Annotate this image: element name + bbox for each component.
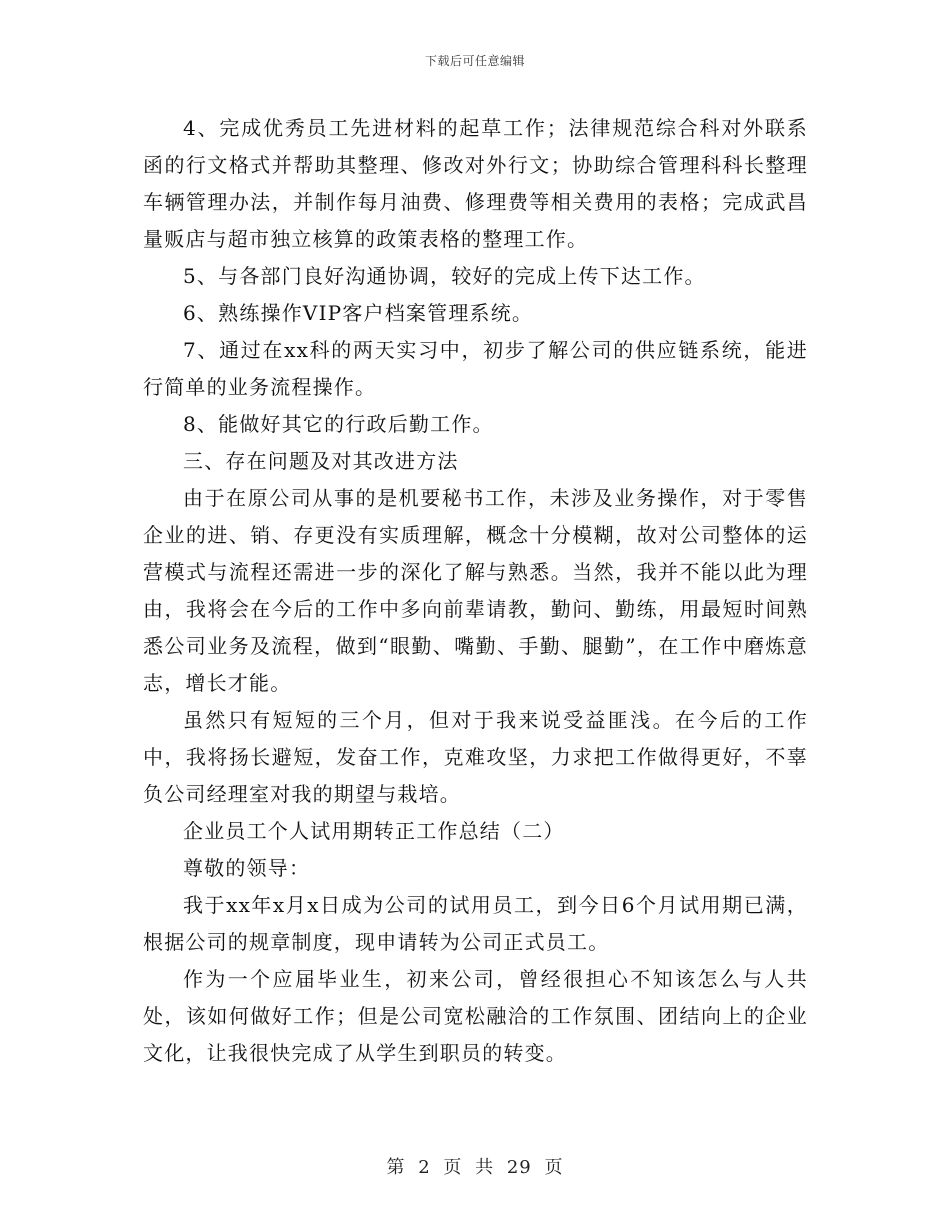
page-header-note: 下载后可任意编辑 (424, 54, 525, 68)
paragraph-item-4: 4、完成优秀员工先进材料的起草工作；法律规范综合科对外联系函的行文格式并帮助其整理、修改对外行文；协助综合管理科科长整理车辆管理办法，并制作每月油费、修理费等相关费用的表格；完成武昌量贩店与超市独立核算的政策表格的整理工作。 (143, 116, 808, 251)
section-title-summary-two: 企业员工个人试用期转正工作总结（二） (183, 819, 565, 843)
paragraph-graduate: 作为一个应届毕业生，初来公司，曾经很担心不知该怎么与人共处，该如何做好工作；但是公司宽松融洽的工作氛围、团结向上的企业文化，让我很快完成了从学生到职员的转变。 (143, 967, 808, 1065)
paragraph-conclusion: 虽然只有短短的三个月，但对于我来说受益匪浅。在今后的工作中，我将扬长避短，发奋工作，克难攻坚，力求把工作做得更好，不辜负公司经理室对我的期望与栽培。 (143, 708, 808, 806)
section-heading-problems: 三、存在问题及对其改进方法 (183, 449, 459, 473)
paragraph-item-7: 7、通过在xx科的两天实习中，初步了解公司的供应链系统，能进行简单的业务流程操作。 (143, 338, 808, 399)
salutation: 尊敬的领导： (183, 856, 311, 880)
paragraph-item-5: 5、与各部门良好沟通协调，较好的完成上传下达工作。 (183, 264, 706, 288)
paragraph-problems: 由于在原公司从事的是机要秘书工作，未涉及业务操作，对于零售企业的进、销、存更没有实质理解，概念十分模糊，故对公司整体的运营模式与流程还需进一步的深化了解与熟悉。当然，我并不能以此为理由，我将会在今后的工作中多向前辈请教，勤问、勤练，用最短时间熟悉公司业务及流程，做到“眼勤、嘴勤、手勤、腿勤”，在工作中磨炼意志，增长才能。 (143, 486, 808, 695)
paragraph-application: 我于xx年x月x日成为公司的试用员工，到今日6个月试用期已满，根据公司的规章制度，现申请转为公司正式员工。 (143, 893, 808, 954)
document-body (143, 110, 808, 1072)
paragraph-item-6: 6、熟练操作VIP客户档案管理系统。 (183, 301, 534, 325)
page-number: 第 2 页 共 29 页 (386, 1157, 564, 1178)
paragraph-item-8: 8、能做好其它的行政后勤工作。 (183, 412, 494, 436)
